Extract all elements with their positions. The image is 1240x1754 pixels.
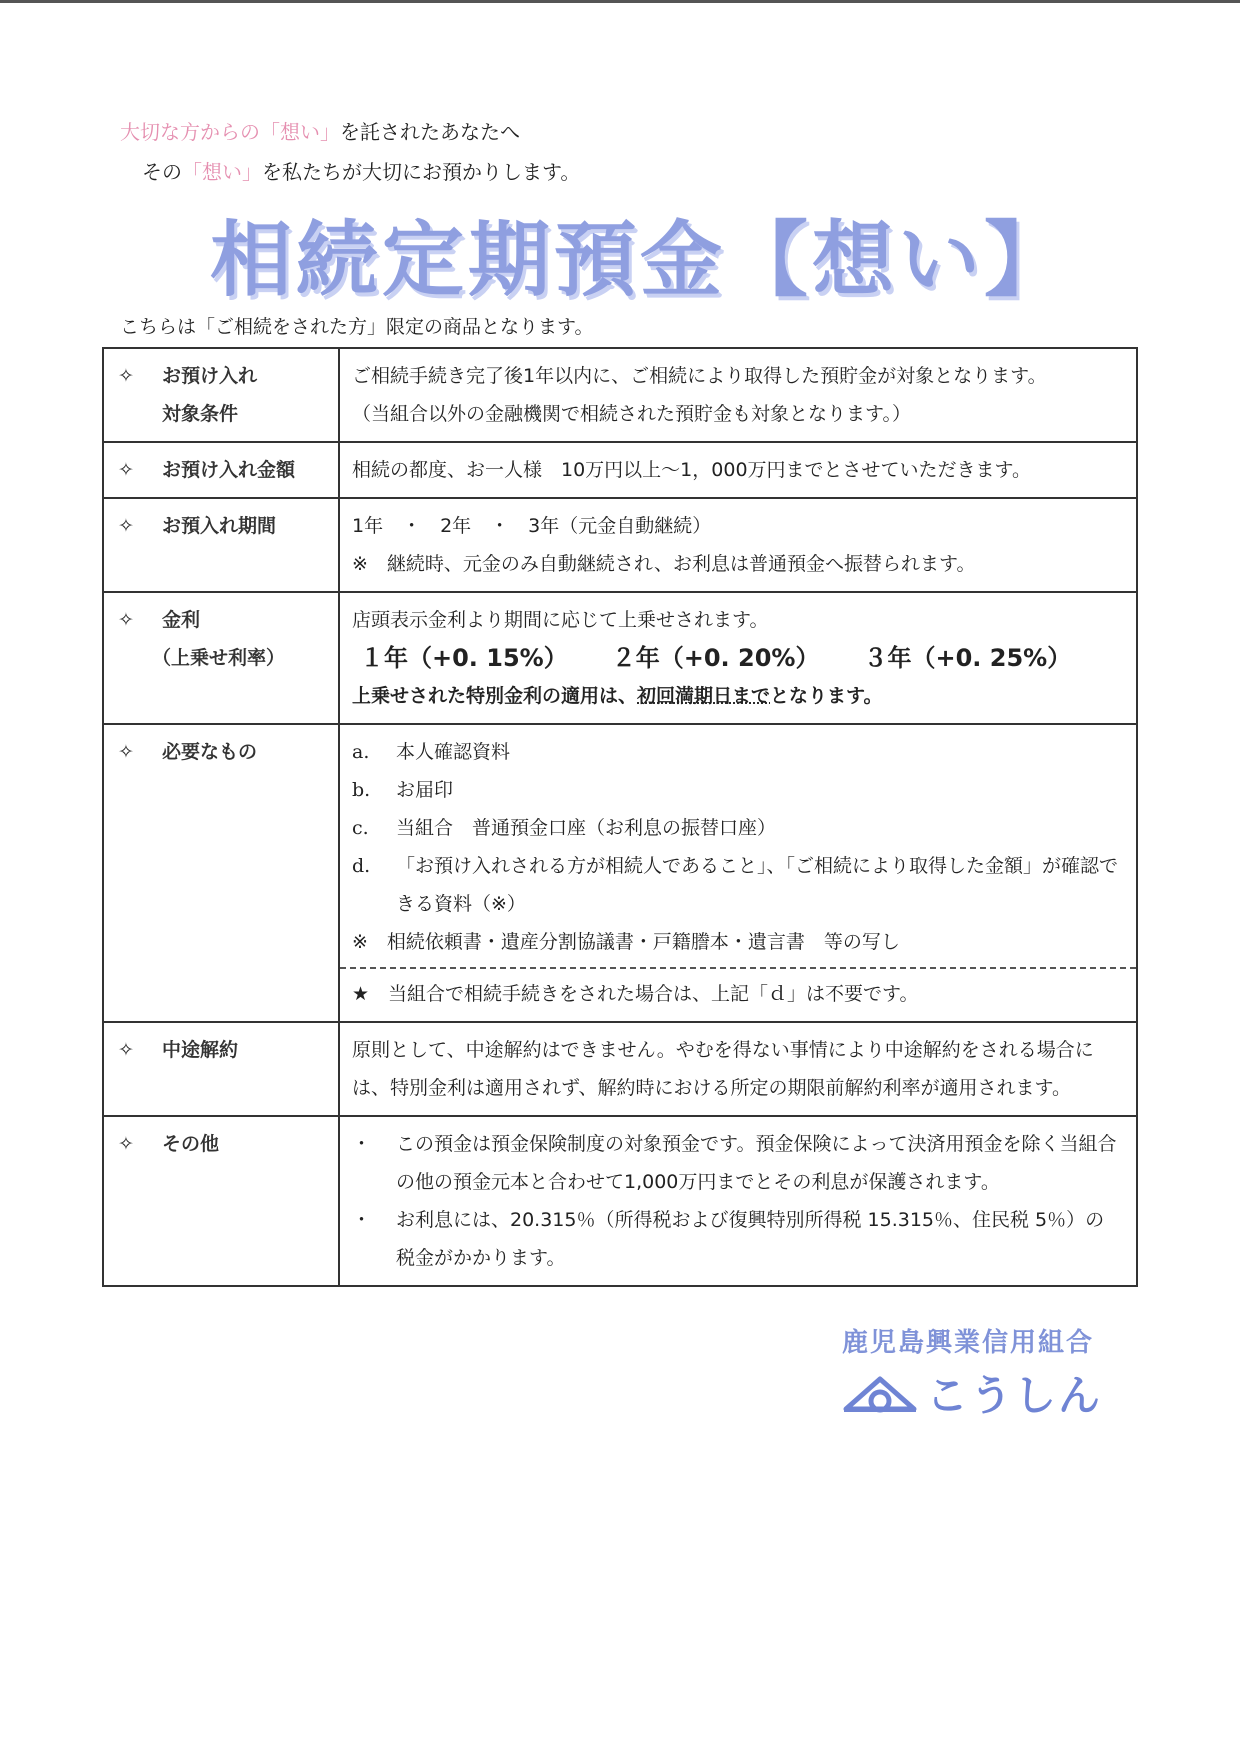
table-row-rate xyxy=(103,592,1137,724)
intro-text-rest: を私たちが大切にお預かりします。 xyxy=(262,160,581,184)
content-text: （当組合以外の金融機関で相続された預貯金も対象となります。） xyxy=(352,403,911,425)
table-row-period xyxy=(103,498,1137,592)
table-row-required xyxy=(103,724,1137,1022)
rate-note xyxy=(352,677,1122,715)
intro-highlight: 大切な方からの「想い」 xyxy=(120,120,340,144)
item-marker: b. xyxy=(352,779,371,801)
label-text: お預入れ期間 xyxy=(162,515,277,537)
item-text: お届印 xyxy=(396,779,454,801)
table-row-amount xyxy=(103,442,1137,498)
label-text: （上乗せ利率） xyxy=(152,647,286,669)
star-note: ★ 当組合で相続手続きをされた場合は、上記「ｄ」は不要です。 xyxy=(340,967,1136,1013)
row-content: 相続の都度、お一人様 10万円以上～1，000万円までとさせていただきます。 xyxy=(339,442,1137,498)
item-text: 当組合 普通預金口座（お利息の振替口座） xyxy=(396,817,777,839)
label-text: 中途解約 xyxy=(162,1039,239,1061)
item-marker: d. xyxy=(352,855,371,877)
content-text: 上乗せされた特別金利の適用は、 xyxy=(352,685,638,707)
rate-2-year: ２年（+0. 20%） xyxy=(611,644,820,672)
diamond-icon: ✧ xyxy=(118,609,134,631)
underlined-text: 初回満期日まで xyxy=(637,685,771,707)
row-label xyxy=(103,498,339,592)
table-row-other xyxy=(103,1116,1137,1286)
list-item xyxy=(352,809,1122,847)
diamond-icon: ✧ xyxy=(118,515,134,537)
label-text: 対象条件 xyxy=(162,403,239,425)
intro-text xyxy=(120,112,580,192)
label-text: お預け入れ金額 xyxy=(162,459,296,481)
item-text: 「お預け入れされる方が相続人であること」、「ご相続により取得した金額」が確認できる資料（※） xyxy=(396,855,1119,915)
list-item xyxy=(352,1125,1122,1201)
row-content xyxy=(339,724,1137,1022)
list-item xyxy=(352,771,1122,809)
row-content: 原則として、中途解約はできません。やむを得ない事情により中途解約をされる場合には、特別金利は適用されず、解約時における所定の期限前解約利率が適用されます。 xyxy=(339,1022,1137,1116)
list-item xyxy=(352,847,1122,923)
bullet-icon: ・ xyxy=(352,1133,372,1155)
rate-3-year: ３年（+0. 25%） xyxy=(863,644,1072,672)
row-label xyxy=(103,442,339,498)
intro-text-pre: その xyxy=(142,160,182,184)
row-content xyxy=(339,498,1137,592)
intro-line-1 xyxy=(120,112,580,152)
row-content xyxy=(339,1116,1137,1286)
mountain-logo-icon xyxy=(842,1373,918,1413)
brand-name: こうしん xyxy=(926,1371,1103,1420)
content-text: 店頭表示金利より期間に応じて上乗せされます。 xyxy=(352,609,769,631)
product-spec-table xyxy=(102,347,1138,1287)
rate-1-year: １年（+0. 15%） xyxy=(360,644,568,672)
diamond-icon: ✧ xyxy=(118,365,134,387)
content-text: となります。 xyxy=(770,685,883,707)
content-text: 1年 ・ 2年 ・ 3年（元金自動継続） xyxy=(352,515,712,537)
row-label xyxy=(103,724,339,1022)
diamond-icon: ✧ xyxy=(118,741,134,763)
label-text: その他 xyxy=(162,1133,220,1155)
item-marker: a. xyxy=(352,741,370,763)
row-label xyxy=(103,1022,339,1116)
row-content xyxy=(339,592,1137,724)
item-text: 本人確認資料 xyxy=(396,741,511,763)
label-text: 金利 xyxy=(162,609,201,631)
diamond-icon: ✧ xyxy=(118,1039,134,1061)
eligibility-notice: こちらは「ご相続をされた方」限定の商品となります。 xyxy=(120,316,594,338)
row-label xyxy=(103,348,339,442)
item-marker: c. xyxy=(352,817,369,839)
diamond-icon: ✧ xyxy=(118,1133,134,1155)
rate-list xyxy=(352,639,1122,677)
page-title: 相続定期預金【想い】 xyxy=(210,212,1071,308)
label-text: 必要なもの xyxy=(162,741,258,763)
logo-mark-row xyxy=(842,1363,1102,1423)
page-top-edge xyxy=(0,0,1240,3)
org-name: 鹿児島興業信用組合 xyxy=(842,1328,1095,1358)
list-item xyxy=(352,1201,1122,1277)
item-text: お利息には、20.315％（所得税および復興特別所得税 15.315％、住民税 5％）の税金がかかります。 xyxy=(396,1209,1105,1269)
content-text: ※ 継続時、元金のみ自動継続され、お利息は普通預金へ振替られます。 xyxy=(352,553,976,575)
label-text: お預け入れ xyxy=(162,365,258,387)
intro-line-2 xyxy=(120,152,580,192)
org-logo xyxy=(842,1322,1102,1423)
row-label xyxy=(103,1116,339,1286)
row-label xyxy=(103,592,339,724)
list-item xyxy=(352,733,1122,771)
table-row-conditions xyxy=(103,348,1137,442)
required-note: ※ 相続依頼書・遺産分割協議書・戸籍謄本・遺言書 等の写し xyxy=(352,931,900,953)
diamond-icon: ✧ xyxy=(118,459,134,481)
item-text: この預金は預金保険制度の対象預金です。預金保険によって決済用預金を除く当組合の他の預金元本と合わせて1,000万円までとその利息が保護されます。 xyxy=(396,1133,1117,1193)
bullet-icon: ・ xyxy=(352,1209,372,1231)
intro-text-rest: を託されたあなたへ xyxy=(340,120,520,144)
content-text: ご相続手続き完了後1年以内に、ご相続により取得した預貯金が対象となります。 xyxy=(352,365,1047,387)
intro-highlight: 「想い」 xyxy=(182,160,262,184)
table-row-cancel xyxy=(103,1022,1137,1116)
row-content xyxy=(339,348,1137,442)
